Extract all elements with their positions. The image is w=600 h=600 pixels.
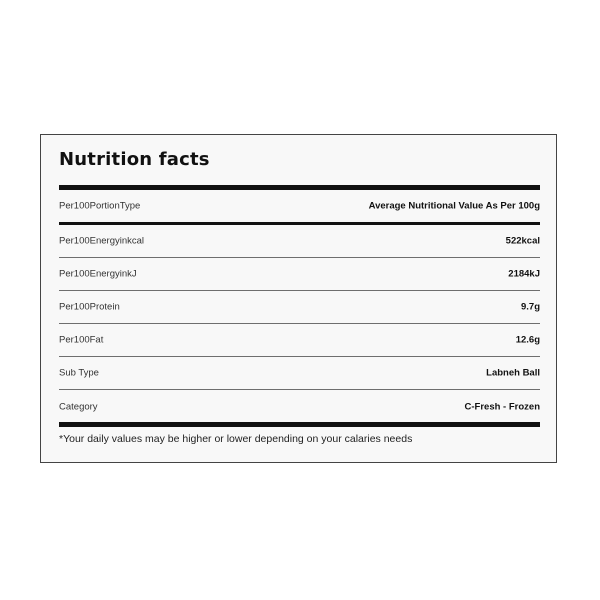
- row-label: Per100Fat: [59, 334, 104, 346]
- row-value: 2184kJ: [508, 268, 540, 280]
- table-row-sub-type: [59, 357, 540, 390]
- row-label: Per100EnergyinkJ: [59, 268, 137, 280]
- row-value: 9.7g: [520, 301, 540, 313]
- row-value: Labneh Ball: [486, 367, 540, 379]
- nutrition-facts-title: Nutrition facts: [59, 149, 210, 170]
- row-label: Per100PortionType: [59, 200, 141, 212]
- row-label: Per100Protein: [59, 301, 120, 313]
- nutrition-facts-panel: [40, 134, 557, 463]
- row-value: Average Nutritional Value As Per 100g: [368, 200, 540, 212]
- row-label: Category: [59, 401, 98, 412]
- table-row-category: [59, 390, 540, 423]
- daily-values-footnote: *Your daily values may be higher or lower depending on your calaries needs: [59, 433, 413, 445]
- table-row-protein: [59, 291, 540, 324]
- table-row-energy-kj: [59, 258, 540, 291]
- row-label: Per100Energyinkcal: [59, 235, 145, 247]
- row-value: C-Fresh - Frozen: [464, 401, 540, 412]
- table-row-energy-kcal: [59, 225, 540, 258]
- bottom-thick-rule: [59, 422, 540, 427]
- table-row-portion-type: [59, 190, 540, 225]
- table-row-fat: [59, 324, 540, 357]
- row-value: 12.6g: [515, 334, 540, 346]
- row-value: 522kcal: [505, 235, 540, 247]
- row-label: Sub Type: [59, 367, 99, 379]
- nutrition-table: [59, 190, 540, 423]
